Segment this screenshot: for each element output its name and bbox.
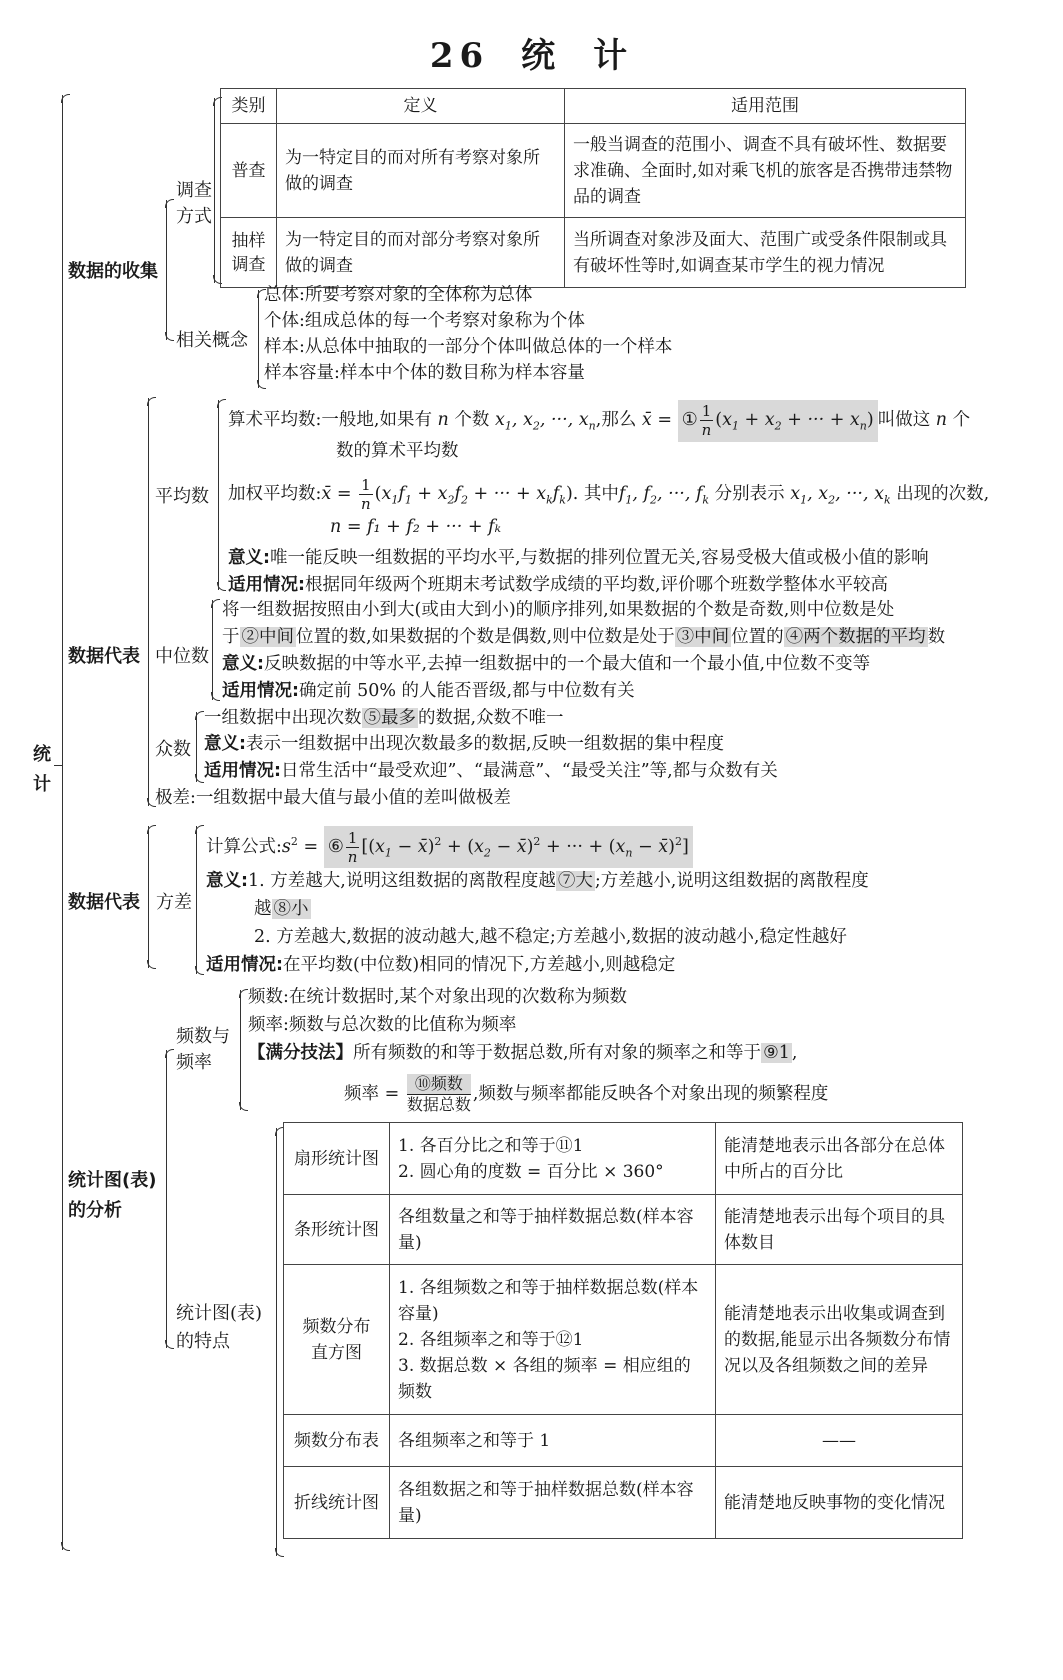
table-row [221, 218, 966, 288]
survey-table [220, 88, 966, 288]
chart-type-rules: 各组数量之和等于抽样数据总数(样本容量) [390, 1195, 716, 1265]
chart-type-rules: 1. 各百分比之和等于⑪1 2. 圆心角的度数 = 百分比 × 360° [390, 1123, 716, 1195]
weighted-mean-line2: n = f₁ + f₂ + ··· + fₖ [330, 517, 501, 537]
weighted-mean-line: 加权平均数:x̄ = $\frac{1}{n}$ ($x_1f_1 + x_2f_2$ + ··· + $x_kf_k$). 其中$f_1$, $f_2$, ···, $f_k$ 分别表示 $x_1$, $x_2$, ···, $x_k$ 出现的次数, [228, 476, 990, 513]
rate-formula: 频率 = $\frac{\text{⑩频数}}{\text{数据总数}}$ ,频数与频率都能反映各个对象出现的频繁程度 [344, 1074, 829, 1114]
mode-label: 众数 [155, 739, 191, 760]
variance-meaning-2: 2. 方差越大,数据的波动越大,越不稳定;方差越小,数据的波动越小,稳定性越好 [254, 927, 847, 947]
row-category: 普查 [221, 124, 277, 218]
title-word-2: 计 [593, 36, 634, 76]
variance-brace [196, 826, 197, 974]
row-scope: 当所调查对象涉及面大、范围广或受条件限制或具有破坏性等时,如调查某市学生的视力情况 [565, 218, 966, 288]
root-label: 统 计 [33, 744, 51, 795]
range-line: 极差:一组数据中最大值与最小值的差叫做极差 [155, 788, 511, 808]
answer-1: ① $\frac{1}{n}$ ($x_1 + x_2$ + ··· + $x_n$) [678, 400, 878, 442]
section-representative-label: 数据代表 [68, 646, 140, 667]
median-line2: 于 ②中间 位置的数,如果数据的个数是偶数,则中位数是处于 ③中间 位置的 ④两个数据的平均 数 [222, 627, 946, 647]
table-row [284, 1467, 963, 1539]
list-item: 总体:所要考察对象的全体称为总体 [264, 285, 533, 305]
header-definition: 定义 [277, 89, 565, 124]
list-item: 样本:从总体中抽取的一部分个体叫做总体的一个样本 [264, 337, 673, 357]
concept-list [264, 282, 672, 386]
mode-line1: 一组数据中出现次数 ⑤最多 的数据,众数不唯一 [204, 708, 564, 728]
row-scope: 一般当调查的范围小、调查不具有破坏性、数据要求准确、全面时,如对乘飞机的旅客是否携带违禁物品的调查 [565, 124, 966, 218]
mean-label: 平均数 [155, 486, 209, 507]
features-label: 统计图(表) 的特点 [176, 1303, 263, 1352]
chart-type-rules: 1. 各组频数之和等于抽样数据总数(样本容量) 2. 各组频率之和等于⑫1 3. 数据总数 × 各组的频率 = 相应组的频数 [390, 1265, 716, 1415]
table-row [284, 1415, 963, 1467]
title-word-1: 统 [521, 36, 562, 76]
chart-type-name: 条形统计图 [284, 1195, 390, 1265]
mean-use: 适用情况:根据同年级两个班期末考试数学成绩的平均数,评价哪个班数学整体水平较高 [228, 575, 889, 595]
answer-4: ④两个数据的平均 [785, 627, 926, 647]
median-meaning: 意义:反映数据的中等水平,去掉一组数据中的一个最大值和一个最小值,中位数不变等 [222, 654, 871, 674]
rate-def: 频率:频数与总次数的比值称为频率 [248, 1015, 517, 1035]
mode-brace [196, 712, 197, 782]
chart-type-name: 频数分布表 [284, 1415, 390, 1467]
header-scope: 适用范围 [565, 89, 966, 124]
row-definition: 为一特定目的而对部分考察对象所做的调查 [277, 218, 565, 288]
tip-line: 【满分技法】所有频数的和等于数据总数,所有对象的频率之和等于 ⑨1 , [248, 1043, 798, 1063]
freq-brace [240, 990, 241, 1110]
variance-formula: 计算公式$:s^2$ = ⑥ $\frac{1}{n}$ [($x_1$ − x̄)$^2$ + ($x_2$ − x̄)$^2$ + ··· + ($x_n$ − x̄)$^2$] [206, 826, 693, 868]
header-category: 类别 [221, 89, 277, 124]
answer-2: ②中间 [241, 627, 294, 647]
concept-brace [258, 290, 259, 388]
table-row [284, 1123, 963, 1195]
list-item: 样本容量:样本中个体的数目称为样本容量 [264, 363, 585, 383]
answer-6: ⑥ $\frac{1}{n}$ [($x_1$ − x̄)$^2$ + ($x_2$ − x̄)$^2$ + ··· + ($x_n$ − x̄)$^2$] [324, 826, 693, 868]
chart-type-rules: 各组频率之和等于 1 [390, 1415, 716, 1467]
chart-type-name: 折线统计图 [284, 1467, 390, 1539]
chart-type-name: 扇形统计图 [284, 1123, 390, 1195]
section-collect-label: 数据的收集 [68, 261, 158, 282]
variance-label: 方差 [156, 892, 192, 913]
answer-3: ③中间 [676, 627, 730, 647]
section-charts-label: 统计图(表) 的分析 [68, 1170, 157, 1221]
chart-type-name: 频数分布直方图 [284, 1265, 390, 1415]
list-item: 个体:组成总体的每一个考察对象称为个体 [264, 311, 585, 331]
arith-mean-line2: 数的算术平均数 [336, 441, 459, 461]
survey-brace [214, 98, 215, 283]
chart-type-feature: 能清楚地反映事物的变化情况 [716, 1467, 963, 1539]
variance-use: 适用情况:在平均数(中位数)相同的情况下,方差越小,则越稳定 [206, 955, 676, 975]
charts-brace [166, 1050, 167, 1348]
root-brace [62, 95, 63, 1550]
mean-meaning: 意义:唯一能反映一组数据的平均水平,与数据的排列位置无关,容易受极大值或极小值的影响 [228, 548, 929, 568]
variance-meaning-1b: 越 ⑧小 [254, 899, 309, 919]
median-line1: 将一组数据按照由小到大(或由大到小)的顺序排列,如果数据的个数是奇数,则中位数是处 [222, 600, 895, 620]
mode-meaning: 意义:表示一组数据中出现次数最多的数据,反映一组数据的集中程度 [204, 734, 725, 754]
table-row [221, 124, 966, 218]
features-brace [276, 1128, 277, 1556]
related-concepts-label: 相关概念 [176, 330, 248, 351]
title-number: 26 [429, 36, 490, 76]
section-variance-label: 数据代表 [68, 892, 140, 913]
page-title [0, 28, 1063, 77]
arith-mean-line: 算术平均数:一般地,如果有 n 个数 $x_1$, $x_2$, ···, $x_n$,那么 x̄ = ① $\frac{1}{n}$ ($x_1 + x_2$ + ··· + $x_n$) 叫做这 n 个 [228, 400, 970, 442]
mean-brace [218, 400, 219, 590]
root-brace-tip [54, 765, 62, 766]
row-category: 抽样调查 [221, 218, 277, 288]
median-brace [212, 600, 213, 700]
freq-def: 频数:在统计数据时,某个对象出现的次数称为频数 [248, 987, 627, 1007]
chart-type-feature: 能清楚地表示出收集或调查到的数据,能显示出各频数分布情况以及各组频数之间的差异 [716, 1265, 963, 1415]
chart-type-feature: 能清楚地表示出各部分在总体中所占的百分比 [716, 1123, 963, 1195]
rep1-brace [148, 398, 149, 806]
chart-type-rules: 各组数据之和等于抽样数据总数(样本容量) [390, 1467, 716, 1539]
answer-9: ⑨1 [763, 1043, 790, 1063]
table-row [284, 1195, 963, 1265]
row-definition: 为一特定目的而对所有考察对象所做的调查 [277, 124, 565, 218]
answer-7: ⑦大 [557, 871, 593, 891]
median-use: 适用情况:确定前 50% 的人能否晋级,都与中位数有关 [222, 681, 635, 701]
answer-5: ⑤最多 [363, 708, 416, 728]
chart-type-feature: 能清楚地表示出每个项目的具体数目 [716, 1195, 963, 1265]
freq-label: 频数与 频率 [176, 1026, 230, 1073]
chart-features-table [283, 1122, 963, 1539]
chart-type-feature: —— [716, 1415, 963, 1467]
variance-meaning-1: 意义:1. 方差越大,说明这组数据的离散程度越 ⑦大 ;方差越小,说明这组数据的离散程度 [206, 871, 869, 891]
median-label: 中位数 [155, 646, 209, 667]
table-row [284, 1265, 963, 1415]
mode-use: 适用情况:日常生活中“最受欢迎”、“最满意”、“最受关注”等,都与众数有关 [204, 761, 778, 781]
collect-brace [166, 200, 167, 340]
rep2-brace [148, 826, 149, 968]
survey-method-label: 调查 方式 [176, 180, 212, 227]
answer-8: ⑧小 [273, 899, 309, 919]
answer-10: ⑩频数 [407, 1074, 471, 1095]
